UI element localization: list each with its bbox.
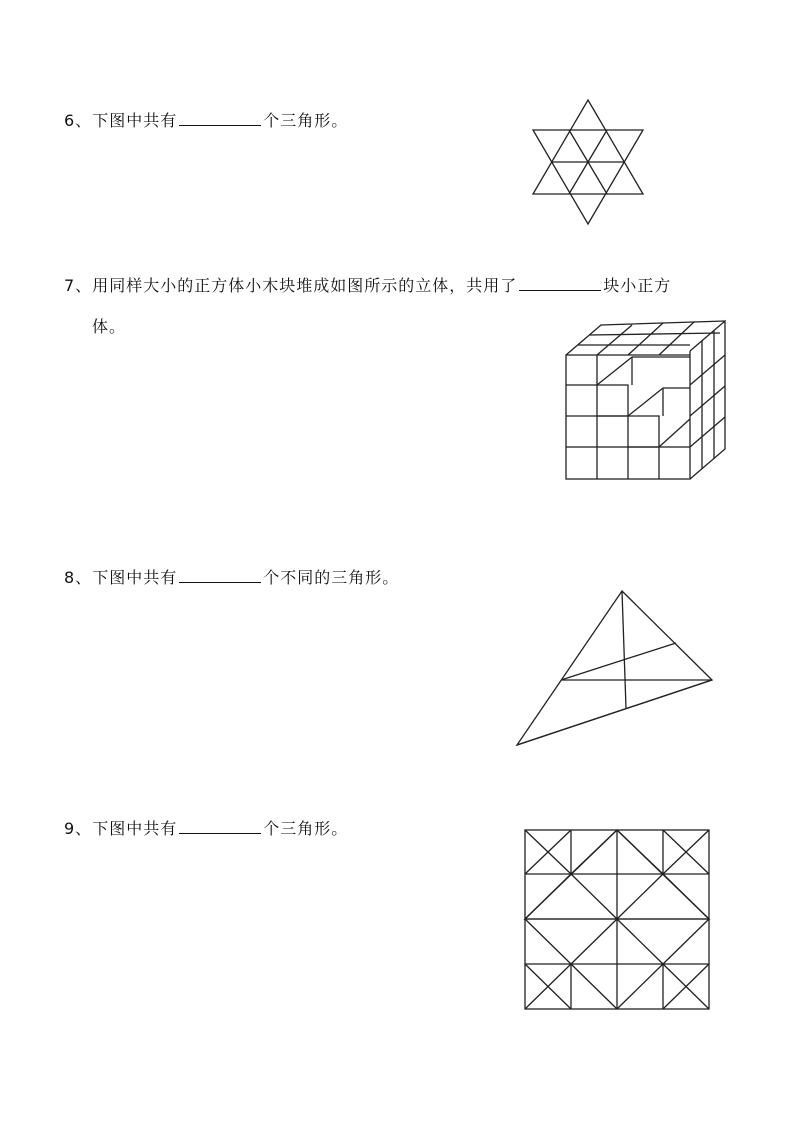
top-line [659,322,694,355]
question-text-before: 用同样大小的正方体小木块堆成如图所示的立体，共用了 [92,276,518,295]
diamond-line [617,964,663,1009]
right-line [690,417,725,447]
question-text-after: 个三角形。 [263,111,349,130]
diamond-line [571,964,617,1009]
question-number: 7、 [64,276,93,295]
diamond-line [663,874,709,919]
top-edge [566,321,725,355]
cube-stack-figure [560,315,735,485]
diamond-line [617,830,663,874]
front-stair [566,355,659,447]
square-pattern-figure [523,828,711,1011]
right-line [690,386,725,416]
diamond-line [525,874,571,919]
stair-line [597,357,632,385]
triangle-figure [512,588,717,750]
downward-triangle [533,130,643,224]
right-line [690,355,725,385]
diamond-line [571,919,617,964]
answer-blank[interactable] [519,276,601,291]
median-line [622,591,626,708]
answer-blank[interactable] [179,111,261,126]
stair-line [659,419,690,447]
question-text-after: 块小正方 [603,276,672,295]
top-line [597,325,632,355]
question-9 [64,816,348,839]
diamond-line [571,830,617,874]
outer-triangle [517,591,712,745]
upward-triangle [533,100,643,194]
diamond-line [571,874,617,919]
question-number: 9、 [64,819,93,838]
question-text-after: 个不同的三角形。 [263,568,400,587]
question-6 [64,108,348,131]
inner-line [517,680,712,745]
question-text-before: 下图中共有 [92,111,178,130]
top-line [590,333,720,335]
stair-line [628,388,663,416]
question-text-before: 下图中共有 [92,819,178,838]
question-7-continuation: 体。 [92,317,127,336]
question-text-after: 个三角形。 [263,819,349,838]
question-7 [64,273,671,296]
top-line [628,323,663,355]
diamond-line [617,919,663,964]
question-number: 6、 [64,111,93,130]
answer-blank[interactable] [179,568,261,583]
question-text-before: 下图中共有 [92,568,178,587]
diamond-line [617,874,663,919]
diamond-line [663,919,709,964]
answer-blank[interactable] [179,819,261,834]
question-number: 8、 [64,568,93,587]
diamond-line [525,919,571,964]
hexagram-figure [530,98,645,226]
cross-line [561,643,676,680]
right-side [690,321,725,479]
question-8 [64,565,399,588]
